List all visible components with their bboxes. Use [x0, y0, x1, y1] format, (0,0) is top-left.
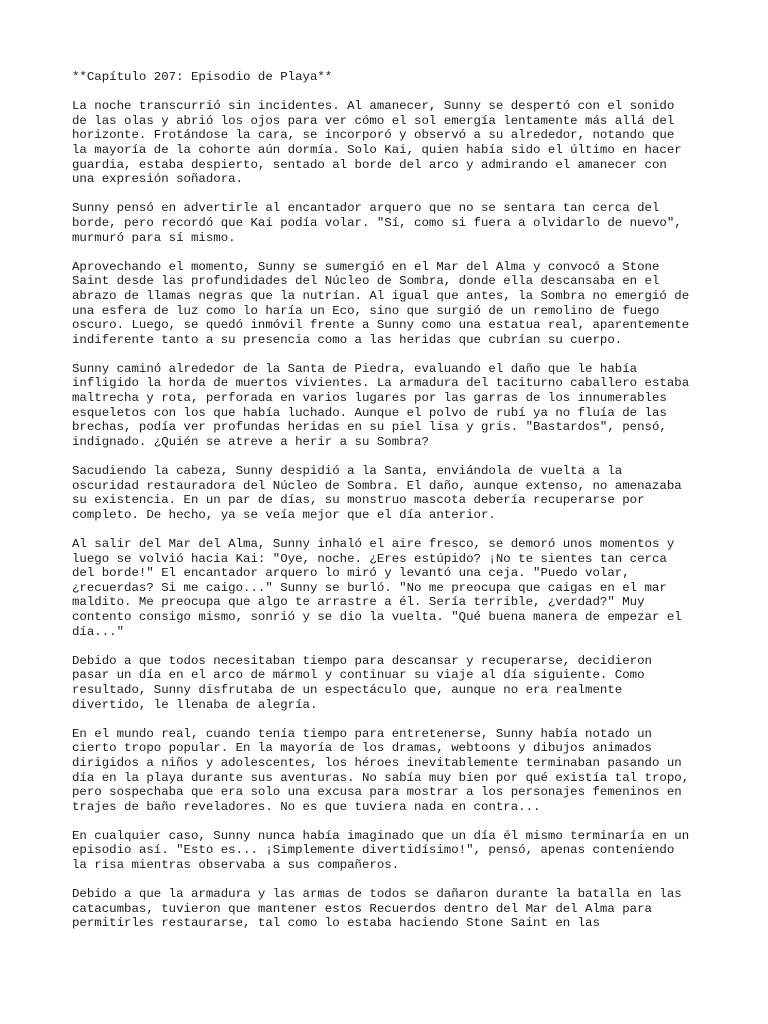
paragraph-1: La noche transcurrió sin incidentes. Al amanecer, Sunny se despertó con el sonido de las olas y abrió los ojos para ver cómo el sol emergía lentamente más allá del horizonte. Frotándose la cara, se incorporó y observó a su alrededor, notando que la mayoría de la cohorte aún dormía. Solo Kai, quien había sido el último en hacer guardia, estaba despierto, sentado al borde del arco y admirando el amanecer con una expresión soñadora.	[72, 99, 682, 187]
paragraph-7: Debido a que todos necesitaban tiempo para descansar y recuperarse, decidieron pasar un día en el arco de mármol y continuar su viaje al día siguiente. Como resultado, Sunny disfrutaba de un espectáculo que, aunque no era realmente divertido, le llenaba de alegría.	[72, 653, 652, 712]
paragraph-5: Sacudiendo la cabeza, Sunny despidió a la Santa, enviándola de vuelta a la oscuridad restauradora del Núcleo de Sombra. El daño, aunque extenso, no amenazaba su existencia. En un par de días, su monstruo mascota debería recuperarse por completo. De hecho, ya se veía mejor que el día anterior.	[72, 464, 682, 522]
chapter-title: **Capítulo 207: Episodio de Playa**	[72, 70, 333, 84]
paragraph-10: Debido a que la armadura y las armas de todos se dañaron durante la batalla en las catacumbas, tuvieron que mantener estos Recuerdos dentro del Mar del Alma para permitirles restaurarse, tal como lo estaba haciendo Stone Saint en las	[72, 887, 682, 931]
paragraph-2: Sunny pensó en advertirle al encantador arquero que no se sentara tan cerca del borde, pero recordó que Kai podía volar. "Sí, como si fuera a olvidarlo de nuevo", murmuró para sí mismo.	[72, 201, 682, 245]
paragraph-4: Sunny caminó alrededor de la Santa de Piedra, evaluando el daño que le había infligido la horda de muertos vivientes. La armadura del taciturno caballero estaba maltrecha y rota, perforada en varios lugares por las garras de los innumerables esqueletos con los que había luchado. Aunque el polvo de rubí ya no fluía de las brechas, podía ver profundas heridas en su piel lisa y gris. "Bastardos", pensó, indignado. ¿Quién se atreve a herir a su Sombra?	[72, 361, 690, 449]
paragraph-6: Al salir del Mar del Alma, Sunny inhaló el aire fresco, se demoró unos momentos y luego se volvió hacia Kai: "Oye, noche. ¿Eres estúpido? ¡No te sientes tan cerca del borde!" El encantador arquero lo miró y levantó una ceja. "Puedo volar, ¿recuerdas? Si me caigo..." Sunny se burló. "No me preocupa que caigas en el mar maldito. Me preocupa que algo te arrastre a él. Sería terrible, ¿verdad?" Muy contento consigo mismo, sonrió y se dio la vuelta. "Qué buena manera de empezar el día..."	[72, 537, 682, 639]
paragraph-9: En cualquier caso, Sunny nunca había imaginado que un día él mismo terminaría en un episodio así. "Esto es... ¡Simplemente divertidísimo!", pensó, apenas conteniendo la risa mientras observaba a sus compañeros.	[72, 828, 690, 873]
paragraph-8: En el mundo real, cuando tenía tiempo para entretenerse, Sunny había notado un cierto tropo popular. En la mayoría de los dramas, webtoons y dibujos animados dirigidos a niños y adolescentes, los héroes inevitablemente terminaban pasando un día en la playa durante sus aventuras. No sabía muy bien por qué existía tal tropo, pero sospechaba que era solo una excusa para mostrar a los personajes femeninos en trajes de baño reveladores. No es que tuviera nada en contra...	[72, 726, 690, 814]
paragraph-3: Aprovechando el momento, Sunny se sumergió en el Mar del Alma y convocó a Stone Saint desde las profundidades del Núcleo de Sombra, donde ella descansaba en el abrazo de llamas negras que la nutrían. Al igual que antes, la Sombra no emergió de una esfera de luz como lo haría un Eco, sino que surgió de un remolino de fuego oscuro. Luego, se quedó inmóvil frente a Sunny como una estatua real, aparentemente indiferente tanto a su presencia como a las heridas que cubrían su cuerpo.	[72, 259, 690, 347]
document-page	[72, 70, 702, 946]
